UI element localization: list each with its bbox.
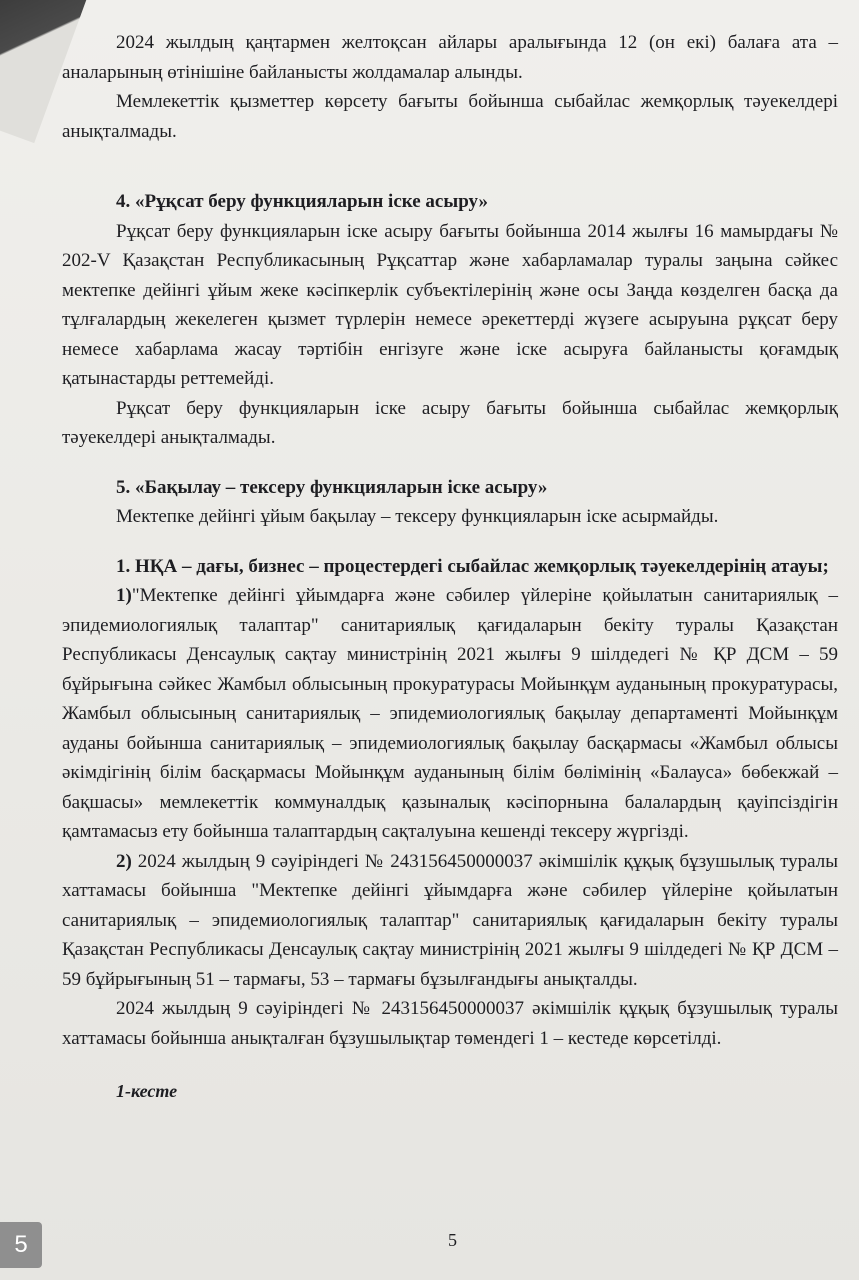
document-body: [62, 28, 838, 1107]
list-item-2: [62, 847, 838, 995]
paragraph-public-services-risks: Мемлекеттік қызметтер көрсету бағыты бойынша сыбайлас жемқорлық тәуекелдері анықталмады.: [62, 91, 838, 142]
spacer: [62, 453, 838, 473]
section-heading-4: 4. «Рұқсат беру функцияларын іске асыру»: [116, 191, 488, 212]
paragraph-referrals: 2024 жылдың қаңтармен желтоқсан айлары аралығында 12 (он екі) балаға ата – аналарының өтінішіне байланысты жолдамалар алынды.: [62, 32, 838, 83]
list-item-2-number: 2): [116, 850, 132, 872]
list-item-1-number: 1): [116, 585, 132, 606]
list-item-1: [62, 581, 838, 847]
paragraph-permits: Рұқсат беру функцияларын іске асыру бағыты бойынша 2014 жылғы 16 мамырдағы № 202-V Қазақстан Республикасының Рұқсаттар және хабарламалар туралы заңына сәйкес мектепке дейінгі ұйым жеке кәсіпкерлік субъектілерінің және осы Заңда көзделген басқа да тұлғалардың жекелеген қызмет түрлерін немесе әрекеттерді жүзеге асыруына рұқсат беру немесе хабарлама жасау тәртібін енгізуге және іске асыруға байланысты қоғамдық қатынастарды реттемейді.: [62, 220, 838, 389]
page-counter-badge[interactable]: 5: [0, 1222, 42, 1268]
section-heading-5: 5. «Бақылау – тексеру функцияларын іске асыру»: [116, 476, 548, 498]
page-number: 5: [448, 1230, 457, 1250]
list-item-1-text: "Мектепке дейінгі ұйымдарға және сәбилер үйлеріне қойылатын санитариялық – эпидемиологиялық талаптар" санитариялық қағидаларын бекіту туралы Қазақстан Республикасы Денсаулық сақтау министрінің 2021 жылғы 9 шілдедегі № ҚР ДСМ – 59 бұйрығына сәйкес Жамбыл облысының прокуратурасы Мойынқұм ауданының прокуратурасы, Жамбыл облысының санитариялық – эпидемиологиялық бақылау департаменті Мойынқұм ауданы бойынша санитариялық – эпидемиологиялық бақылау басқармасы «Жамбыл облысы әкімдігінің білім басқармасы Мойынқұм ауданының білім бөлімінің «Балауса» бөбекжай – бақшасы» мемлекеттік коммуналдық қазыналық кәсіпорнына балалардың қауіпсіздігін қамтамасыз ету бойынша талаптардың сақталуына кешенді тексеру жүргізді.: [62, 585, 838, 842]
list-item-2-text: 2024 жылдың 9 сәуіріндегі № 243156450000037 әкімшілік құқық бұзушылық туралы хаттамасы бойынша "Мектепке дейінгі ұйымдарға және сәбилер үйлеріне қойылатын санитариялық – эпидемиологиялық талаптар" санитариялық қағидаларын бекіту туралы Қазақстан Республикасы Денсаулық сақтау министрінің 2021 жылғы 9 шілдедегі № ҚР ДСМ – 59 бұйрығының 51 – тармағы, 53 – тармағы бұзылғандығы анықталды.: [62, 850, 838, 990]
table-caption: 1-кесте: [116, 1081, 178, 1101]
spacer: [62, 532, 838, 552]
paragraph-violations: 2024 жылдың 9 сәуіріндегі № 243156450000037 әкімшілік құқық бұзушылық туралы хаттамасы бойынша анықталған бұзушылықтар төмендегі 1 – кестеде көрсетілді.: [62, 998, 838, 1049]
paragraph-control: Мектепке дейінгі ұйым бақылау – тексеру функцияларын іске асырмайды.: [116, 506, 719, 527]
paragraph-permits-risks: Рұқсат беру функцияларын іске асыру бағыты бойынша сыбайлас жемқорлық тәуекелдері анықталмады.: [62, 397, 838, 448]
section-heading-risks: 1. НҚА – дағы, бизнес – процестердегі сыбайлас жемқорлық тәуекелдерінің атауы;: [116, 555, 829, 577]
spacer: [62, 146, 838, 187]
